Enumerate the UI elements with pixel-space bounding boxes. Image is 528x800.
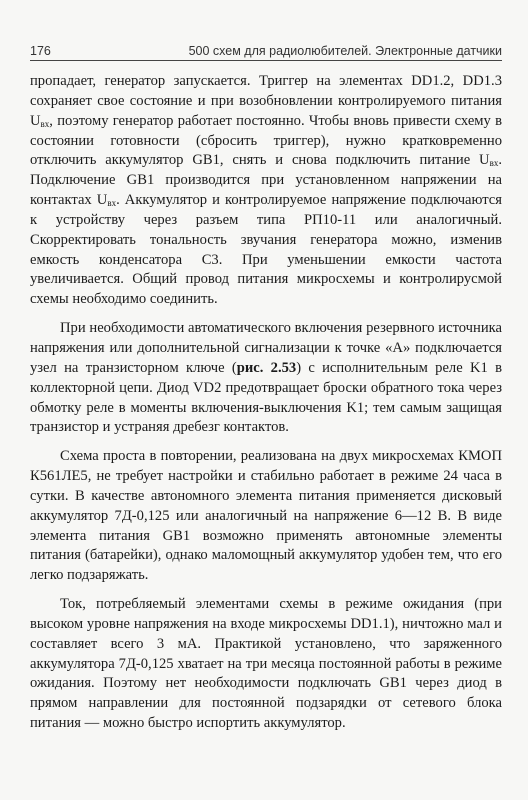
paragraph-1-part-1: пропадает, генератор запускается. Триггер на элементах DD1.2, DD1.3 сохраняет свое состояние и при возобновлении контролируемого питания U bbox=[30, 73, 502, 129]
page-number: 176 bbox=[30, 44, 51, 58]
paragraph-2-part-1: При необходимости автоматического включения резервного источника напряжения или дополнительной сигнализации к точке «А» подключается узел на транзисторном ключе ( bbox=[30, 320, 502, 376]
paragraph-2 bbox=[30, 319, 502, 438]
header-rule bbox=[30, 60, 502, 61]
page-header bbox=[30, 36, 502, 58]
paragraph-3: Схема проста в повторении, реализована на двух микросхемах КМОП К561ЛЕ5, не требует настройки и стабильно работает в режиме 24 часа в сутки. В качестве автономного элемента питания применяется дисковый аккумулятор 7Д-0,125 или аналогичный на напряжение 6—12 В. В виде элемента питания GB1 возможно применять автономные элементы питания (батарейки), однако маломощный аккумулятор удобен тем, что его легко подзаряжать. bbox=[30, 448, 502, 584]
paragraph-1 bbox=[30, 72, 502, 310]
paragraph-1-part-4: . Аккумулятор и контролируемое напряжение подключаются к устройству через разъем типа РП10-11 или аналогичный. Скорректировать тональность звучания генератора можно, изменив емкость конденсатора C3. При уменьшении емкости частота увеличивается. Общий провод питания микросхемы и контролирусмой схемы необходимо соединить. bbox=[30, 192, 502, 308]
figure-reference: рис. 2.53 bbox=[236, 359, 297, 376]
page-body bbox=[30, 72, 502, 743]
paragraph-4: Ток, потребляемый элементами схемы в режиме ожидания (при высоком уровне напряжения на входе микросхемы DD1.1), ничтожно мал и составляет всего 3 мА. Практикой установлено, что заряженного аккумулятора 7Д-0,125 хватает на три месяца постоянной работы в режиме ожидания. Поэтому нет необходимости подключать GB1 через диод в прямом направлении для постоянной подзарядки от сетевого блока питания — можно быстро испортить аккумулятор. bbox=[30, 596, 502, 732]
paragraph-1-part-3: . Подключение GB1 производится при установленном напряжении на контактах U bbox=[30, 152, 502, 209]
running-title: 500 схем для радиолюбителей. Электронные датчики bbox=[188, 44, 502, 58]
subscript-uin-3: вх bbox=[107, 198, 117, 209]
paragraph-2-part-2: ) с исполнительным реле K1 в коллекторной цепи. Диод VD2 предотвращает броски обратного тока через обмотку реле в моменты включения-выключения K1; тем самым защищая транзистор и устраняя дребезг контактов. bbox=[30, 359, 502, 436]
subscript-uin-1: вх bbox=[40, 118, 50, 129]
subscript-uin-2: вх bbox=[489, 158, 499, 169]
paragraph-1-part-2: , поэтому генератор работает постоянно. Чтобы вновь привести схему в состоянии готовности (сбросить триггер), нужно кратковременно отключить аккумулятор GB1, снять и снова подключить питание U bbox=[30, 112, 502, 169]
